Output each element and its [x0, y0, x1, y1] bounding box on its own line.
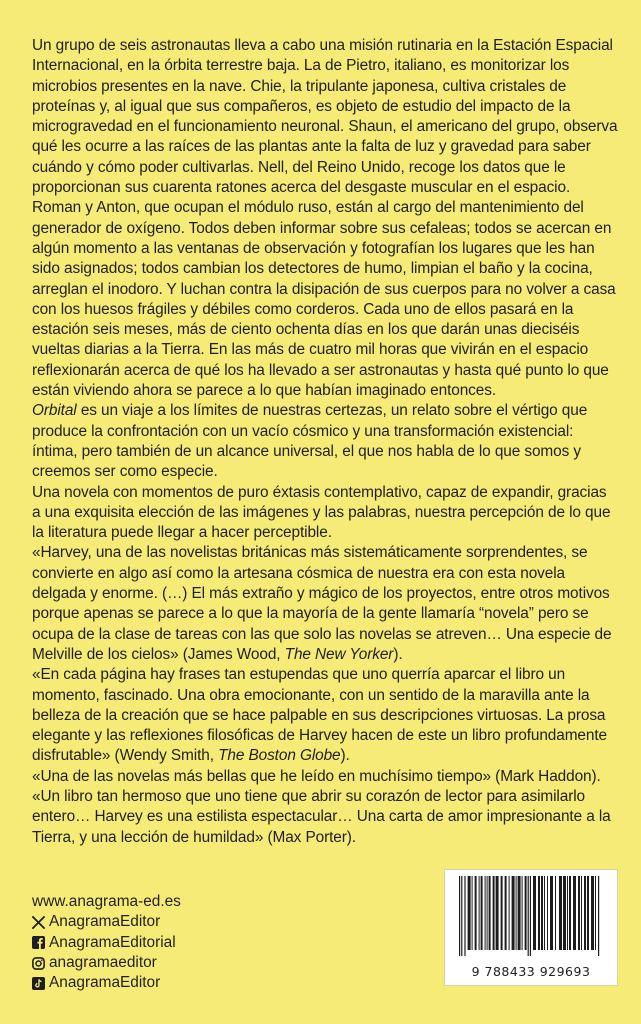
- barcode-bar: [550, 876, 553, 950]
- barcode-bar: [485, 876, 486, 950]
- barcode-bar: [538, 876, 540, 950]
- barcode-bar: [569, 876, 571, 950]
- barcode-bar: [516, 876, 517, 950]
- theme-paragraph: [32, 401, 618, 482]
- review-quote: «Un libro tan hermoso que uno tiene que abrir su corazón de lector para asimilarlo entero… Harvey es una estilista espectacular… Una carta de amor impresionante a la Tierra, y una lección de humildad» (Max Porter).: [32, 787, 611, 846]
- publisher-contacts: [32, 892, 181, 993]
- review-quote: [32, 543, 618, 665]
- barcode-bar: [533, 876, 536, 950]
- barcode-bar: [489, 876, 491, 950]
- tiktok-icon: [32, 977, 45, 990]
- barcode-bar: [559, 876, 562, 950]
- x-row: [32, 912, 181, 932]
- barcode-bar: [573, 876, 576, 950]
- barcode-bar: [461, 876, 462, 956]
- praise-paragraph: Una novela con momentos de puro éxtasis contemplativo, capaz de expandir, gracias a una exquisita elección de las imágenes y las palabras, nuestra percepción de lo que la literatura puede llegar a hacer perceptible.: [32, 483, 611, 542]
- barcode-bar: [547, 876, 548, 950]
- facebook-icon: [32, 936, 45, 949]
- barcode-bar: [496, 876, 499, 950]
- barcode-bar: [525, 876, 527, 950]
- barcode-bar: [555, 876, 556, 950]
- barcode-bar: [528, 876, 529, 956]
- barcode-bar: [505, 876, 507, 950]
- barcode-bars: [457, 876, 605, 956]
- isbn-barcode: [444, 869, 618, 986]
- barcode-bar: [581, 876, 582, 950]
- quote-close: ).: [340, 747, 350, 765]
- review-quote: [32, 665, 618, 766]
- review-quote: «Una de las novelas más bellas que he leído en muchísimo tiempo» (Mark Haddon).: [32, 767, 601, 785]
- barcode-bar: [481, 876, 483, 950]
- book-title: Orbital: [32, 402, 77, 420]
- website-row: [32, 892, 181, 912]
- theme-text: es un viaje a los límites de nuestras certezas, un relato sobre el vértigo que produce la confrontación con un vacío cósmico y una transformación existencial: íntima, pero también de un alcance universal, el que nos habla de lo que somos y creemos ser como especie.: [32, 402, 588, 481]
- tiktok-handle[interactable]: AnagramaEditor: [49, 974, 161, 992]
- barcode-bar: [459, 876, 460, 956]
- isbn-number: 9 788433 929693: [471, 964, 591, 979]
- x-logo-icon: [32, 916, 45, 929]
- barcode-bar: [595, 876, 596, 950]
- barcode-bar: [501, 876, 503, 950]
- barcode-bar: [493, 876, 495, 950]
- barcode-bar: [578, 876, 580, 950]
- barcode-bar: [587, 876, 589, 950]
- facebook-handle[interactable]: AnagramaEditorial: [49, 933, 176, 951]
- barcode-bar: [518, 876, 521, 950]
- instagram-icon: [32, 957, 45, 970]
- x-handle[interactable]: AnagramaEditor: [49, 913, 161, 931]
- tiktok-row: [32, 973, 181, 993]
- barcode-bar: [512, 876, 515, 950]
- barcode-bar: [487, 876, 488, 950]
- barcode-bar: [522, 876, 523, 950]
- quote-source: The Boston Globe: [218, 747, 341, 765]
- back-cover-blurb: [32, 36, 618, 848]
- website-link[interactable]: www.anagrama-ed.es: [32, 893, 181, 910]
- quote-source: The New Yorker: [284, 645, 394, 663]
- quote-text: «Harvey, una de las novelistas británicas más sistemáticamente sorprendentes, se convierte en algo así como la artesana cósmica de nuestra era con esta novela delgada y enorme. (…) El más extraño y mágico de los proyectos, entre otros motivos porque apenas se parece a lo que la mayoría de la gente llamaría “novela” pero se ocupa de la clase de tareas con las que solo las novelas se atreven… Una especie de Melville de los cielos» (James Wood,: [32, 544, 612, 663]
- barcode-bar: [464, 876, 465, 956]
- instagram-row: [32, 953, 181, 973]
- barcode-bar: [475, 876, 477, 950]
- barcode-bar: [563, 876, 566, 950]
- barcode-bar: [591, 876, 594, 950]
- facebook-row: [32, 933, 181, 953]
- barcode-bar: [598, 876, 599, 956]
- barcode-bar: [472, 876, 473, 950]
- quote-text: «En cada página hay frases tan estupendas que uno querría aparcar el libro un momento, fascinado. Una obra emocionante, con un sentido de la maravilla ante la belleza de la creación que se hace palpable en sus descripciones virtuosas. La prosa elegante y las reflexiones filosóficas de Harvey hacen de este un libro profundamente disfrutable» (Wendy Smith,: [32, 666, 607, 765]
- barcode-bar: [541, 876, 543, 950]
- barcode-bar: [509, 876, 510, 950]
- barcode-bar: [530, 876, 531, 956]
- barcode-bar: [584, 876, 586, 950]
- instagram-handle[interactable]: anagramaeditor: [49, 953, 157, 971]
- barcode-bar: [468, 876, 471, 950]
- quote-close: ).: [393, 645, 403, 663]
- synopsis-paragraph: Un grupo de seis astronautas lleva a cabo una misión rutinaria en la Estación Espacial Internacional, en la órbita terrestre baja. La de Pietro, italiano, es monitorizar los microbios presentes en la nave. Chie, la tripulante japonesa, cultiva cristales de proteínas y, al igual que sus compañeros, es objeto de estudio del impacto de la microgravedad en el funcionamiento neuronal. Shaun, el americano del grupo, observa qué les ocurre a las raíces de las plantas ante la falta de luz y gravedad para saber cuándo y cómo poder cultivarlas. Nell, del Reino Unido, recoge los datos que le proporcionan sus cuarenta ratones acerca del desgaste muscular en el espacio. Roman y Anton, que ocupan el módulo ruso, están al cargo del mantenimiento del generador de oxígeno. Todos deben informar sobre sus cefaleas; todos se acercan en algún momento a las ventanas de observación y fotografían los lugares que les han sido asignados; todos cambian los detectores de humo, limpian el baño y la cocina, arreglan el inodoro. Y luchan contra la disipación de sus cuerpos para no volver a casa con los huesos frágiles y débiles como corderos. Cada uno de ellos pasará en la estación seis meses, más de ciento ochenta días en los que darán unas dieciséis vueltas diarias a la Tierra. En las más de cuatro mil horas que vivirán en el espacio reflexionarán acerca de qué los ha llevado a ser astronautas y hasta qué punto lo que están viviendo ahora se parece a lo que habían imaginado entonces.: [32, 37, 618, 400]
- barcode-bar: [567, 876, 568, 950]
- barcode-bar: [544, 876, 545, 950]
- barcode-bar: [479, 876, 480, 950]
